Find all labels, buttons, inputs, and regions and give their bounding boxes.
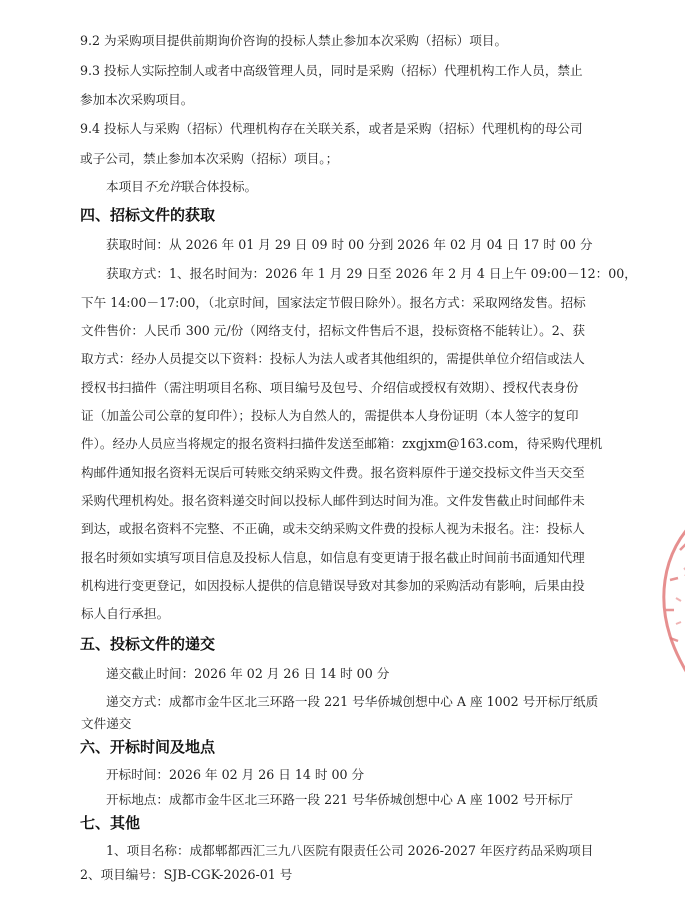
acquisition-method-line-13: 标人自行承担。 [81,606,170,621]
acquisition-method-line-8: 构邮件通知报名资料无误后可转账交纳采购文件费。报名资料原件于递交投标文件当天交至 [81,465,585,480]
acquisition-method-line-2: 下午 14:00－17:00，（北京时间，国家法定节假日除外）。报名方式：采取网络发售。招标 [81,295,586,310]
acquisition-method-line-3: 文件售价：人民币 300 元/份（网络支付，招标文件售后不退，投标资格不能转让）。2、获 [81,323,585,338]
acquisition-time: 获取时间：从 2026 年 01 月 29 日 09 时 00 分到 2026 年 02 月 04 日 17 时 00 分 [106,237,593,252]
consortium-prefix: 本项目 [106,179,144,194]
consortium-suffix: 联合体投标。 [181,179,258,194]
acquisition-method-line-9: 采购代理机构处。报名资料递交时间以投标人邮件到达时间为准。文件发售截止时间邮件未 [81,493,585,508]
submission-deadline: 递交截止时间：2026 年 02 月 26 日 14 时 00 分 [106,666,390,681]
acquisition-method-line-1: 获取方式：1、报名时间为：2026 年 1 月 29 日至 2026 年 2 月 4 日上午 09:00－12：00， [106,266,637,281]
clause-9-3-line-1: 9.3 投标人实际控制人或者中高级管理人员，同时是采购（招标）代理机构工作人员，禁止 [80,63,583,78]
acquisition-method-line-11: 报名时须如实填写项目信息及投标人信息，如信息有变更请于报名截止时间前书面通知代理 [81,550,585,565]
opening-place: 开标地点：成都市金牛区北三环路一段 221 号华侨城创想中心 A 座 1002 号开标厅 [106,792,574,807]
clause-9-4-line-2: 或子公司，禁止参加本次采购（招标）项目。； [80,151,339,166]
clause-9-4-line-1: 9.4 投标人与采购（招标）代理机构存在关联关系，或者是采购（招标）代理机构的母公司 [80,121,583,136]
consortium-statement [106,178,257,196]
clause-9-2: 9.2 为采购项目提供前期询价咨询的投标人禁止参加本次采购（招标）项目。 [80,33,508,48]
section-6-heading: 六、开标时间及地点 [80,738,216,756]
project-number: 2、项目编号：SJB-CGK-2026-01 号 [80,867,293,882]
red-seal-stamp-fragment [640,510,685,700]
project-name: 1、项目名称：成都郫都西汇三九八医院有限责任公司 2026-2027 年医疗药品采购项目 [106,843,594,858]
submission-method-line-2: 文件递交 [81,716,132,731]
section-7-heading: 七、其他 [80,814,141,832]
opening-time: 开标时间：2026 年 02 月 26 日 14 时 00 分 [106,767,365,782]
acquisition-method-line-4: 取方式：经办人员提交以下资料：投标人为法人或者其他组织的，需提供单位介绍信或法人 [81,351,585,366]
section-5-heading: 五、投标文件的递交 [80,635,216,653]
clause-9-3-line-2: 参加本次采购项目。 [80,92,194,107]
section-4-heading: 四、招标文件的获取 [80,206,216,224]
acquisition-method-line-12: 机构进行变更登记，如因投标人提供的信息错误导致对其参加的采购活动有影响，后果由投 [81,578,585,593]
submission-method-line-1: 递交方式：成都市金牛区北三环路一段 221 号华侨城创想中心 A 座 1002 号开标厅纸质 [106,694,599,709]
acquisition-method-line-7: 件）。经办人员应当将规定的报名资料扫描件发送至邮箱：zxgjxm@163.com，待采购代理机 [81,436,603,451]
acquisition-method-line-5: 授权书扫描件（需注明项目名称、项目编号及包号、介绍信或授权有效期）、授权代表身份 [81,380,579,395]
acquisition-method-line-10: 到达，或报名资料不完整、不正确，或未交纳采购文件费的投标人视为未报名。注：投标人 [81,521,585,536]
consortium-value: 不允许 [143,179,182,194]
acquisition-method-line-6: 证（加盖公司公章的复印件）；投标人为自然人的，需提供本人身份证明（本人签字的复印 [81,408,579,423]
